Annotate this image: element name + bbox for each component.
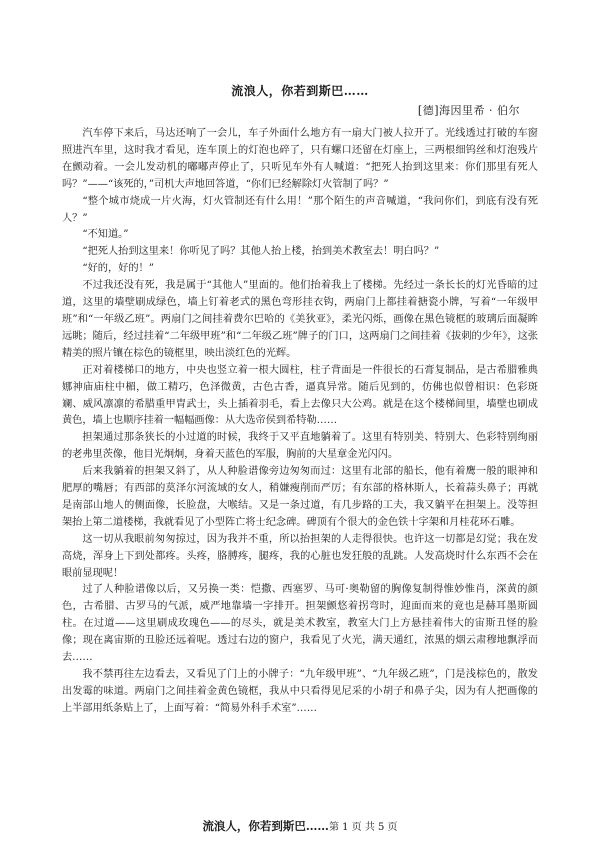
paragraph: “好的，好的！” [82,263,154,275]
paragraph: 过了人种脸谱像以后，又另换一类：恺撒、西塞罗、马可·奥勒留的胸像复制得惟妙惟肖，深黄的颜色，古希腊、古罗马的气派，威严地靠墙一字排开。担架颤悠着拐弯时，迎面而来的竟也是赫耳墨斯圆柱。在过道——这里刷成玫瑰色——的尽头，就是美术教室，教室大门上方悬挂着伟大的宙斯丑怪的脸像；现在离宙斯的丑脸还远着呢。透过右边的窗户，我看见了火光，满天通红，浓黑的烟云肃穆地飘浮而去…… [62,584,538,664]
page-title: 流浪人，你若到斯巴…… [231,84,369,98]
paragraph: 汽车停下来后，马达还响了一会儿，车子外面什么地方有一扇大门被人拉开了。光线透过打破的车窗照进汽车里，这时我才看见，连车顶上的灯泡也碎了，只有螺口还留在灯座上，三两根细钨丝和灯泡残片在颤动着。一会儿发动机的嘟嘟声停止了，只听见车外有人喊道：“把死人抬到这里来：你们那里有死人吗？”——“该死的，”司机大声地回答道，“你们已经解除灯火管制了吗？” [62,128,538,190]
paragraph: 不过我还没有死，我是属于“其他人”里面的。他们抬着我上了楼梯。先经过一条长长的灯光昏暗的过道，这里的墙壁刷成绿色，墙上钉着老式的黑色弯形挂衣钩，两扇门上都挂着搪瓷小牌，写着“一年级甲班”和“一年级乙班”。两扇门之间挂着费尔巴哈的《美狄亚》，柔光闪烁，画像在黑色镜框的玻璃后面凝眸远眺；随后，经过挂着“二年级甲班”和“二年级乙班”牌子的门口，这两扇门之间挂着《拔刺的少年》，这张精美的照片镶在棕色的镜框里，映出淡红色的光辉。 [62,280,538,359]
footer-title: 流浪人，你若到斯巴…… [202,819,329,833]
page-footer [0,818,600,834]
paragraph: 担架通过那条狭长的小过道的时候，我终于又平直地躺着了。这里有特别美、特别大、色彩特别绚丽的老弗里茨像，他目光炯炯，身着天蓝色的军服，胸前的大星章金光闪闪。 [62,432,538,461]
paragraph: “把死人抬到这里来！你听见了吗？其他人抬上楼，抬到美术教室去！明白吗？” [82,246,440,258]
paragraph: “整个城市烧成一片火海，灯火管制还有什么用！”那个陌生的声音喊道，“我问你们，到底有没有死人？” [62,195,538,224]
paragraph: 后来我躺着的担架又斜了，从人种脸谱像旁边匆匆而过：这里有北部的船长，他有着鹰一般的眼神和肥厚的嘴唇；有西部的莫泽尔河流域的女人，稍嫌瘦削而严厉；有东部的格林斯人，长着蒜头鼻子；再就是南部山地人的侧面像，长脸盘，大喉结。又是一条过道，有几步路的工夫，我又躺平在担架上。没等担架抬上第二道楼梯，我就看见了小型阵亡将士纪念碑。碑顶有个很大的金色铁十字架和月桂花环石雕。 [62,466,538,528]
paragraph: “不知道。” [82,229,129,241]
paragraph: 这一切从我眼前匆匆掠过，因为我并不重，所以抬担架的人走得很快。也许这一切都是幻觉；我在发高烧，浑身上下到处都疼。头疼，胳膊疼，腿疼，我的心脏也发狂般的乱跳。人发高烧时什么东西不会在眼前显现呢！ [62,533,538,579]
page-number: 第 1 页 共 5 页 [328,822,398,833]
paragraph: 正对着楼梯口的地方，中央也竖立着一根大圆柱，柱子背面是一件很长的石膏复制品，是古希腊雅典娜神庙庙柱中楣，做工精巧，色泽微黄，古色古香，逼真异常。随后见到的，仿佛也似曾相识：色彩斑斓、威风凛凛的希腊重甲胄武士，头上插着羽毛，看上去像只大公鸡。就是在这个楼梯间里，墙壁也刷成黄色，墙上也顺序挂着一幅幅画像：从大选帝侯到希特勒…… [62,364,538,427]
article-body [62,126,538,718]
paragraph: 我不禁再往左边看去，又看见了门上的小牌子：“九年级甲班”、“九年级乙班”，门是浅棕色的，散发出发霉的味道。两扇门之间挂着金黄色镜框，我从中只看得见尼采的小胡子和鼻子尖，因为有人把画像的上半部用纸条贴上了，上面写着：“简易外科手术室”…… [62,669,538,714]
author-line: [德]海因里希 · 伯尔 [417,104,520,117]
